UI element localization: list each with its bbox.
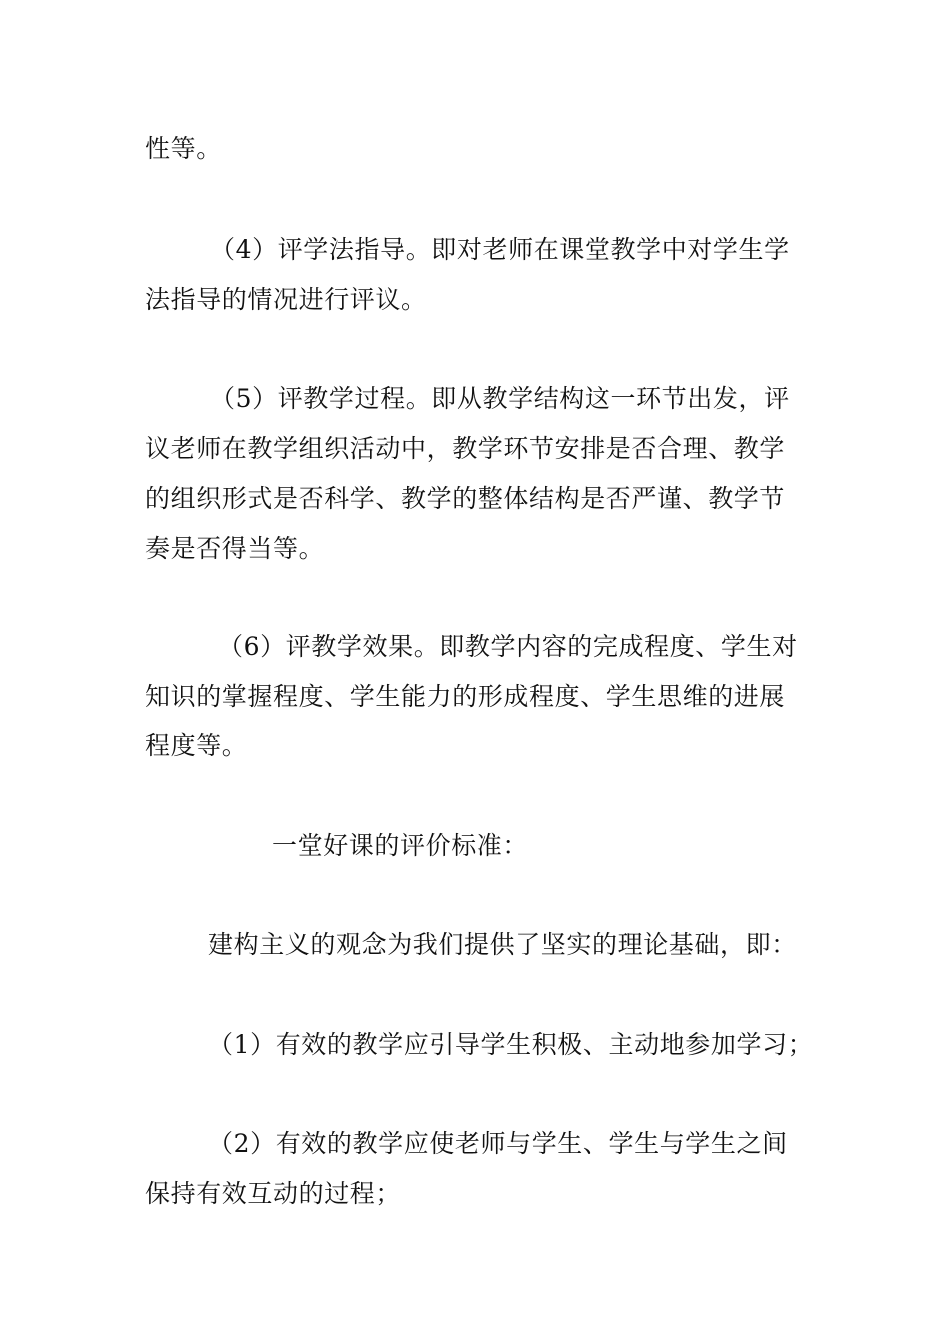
text-line: （2）有效的教学应使老师与学生、学生与学生之间: [208, 1129, 788, 1158]
text-line: 法指导的情况进行评议。: [145, 285, 427, 314]
text-line: （4）评学法指导。即对老师在课堂教学中对学生学: [210, 235, 790, 264]
text-line: （6）评教学效果。即教学内容的完成程度、学生对: [218, 632, 798, 661]
text-line: （5）评教学过程。即从教学结构这一环节出发，评: [210, 384, 790, 413]
text-line: 的组织形式是否科学、教学的整体结构是否严谨、教学节: [145, 484, 786, 513]
text-line: （1）有效的教学应引导学生积极、主动地参加学习；: [208, 1030, 814, 1059]
text-line: 一堂好课的评价标准：: [272, 831, 529, 860]
text-line: 建构主义的观念为我们提供了坚实的理论基础，即：: [208, 930, 797, 959]
text-line: 议老师在教学组织活动中，教学环节安排是否合理、教学: [145, 434, 786, 463]
text-line: 奏是否得当等。: [145, 534, 325, 563]
text-line: 知识的掌握程度、学生能力的形成程度、学生思维的进展: [145, 682, 786, 711]
text-line: 保持有效互动的过程；: [145, 1179, 402, 1208]
text-line: 性等。: [145, 134, 222, 163]
text-line: 程度等。: [145, 731, 248, 760]
